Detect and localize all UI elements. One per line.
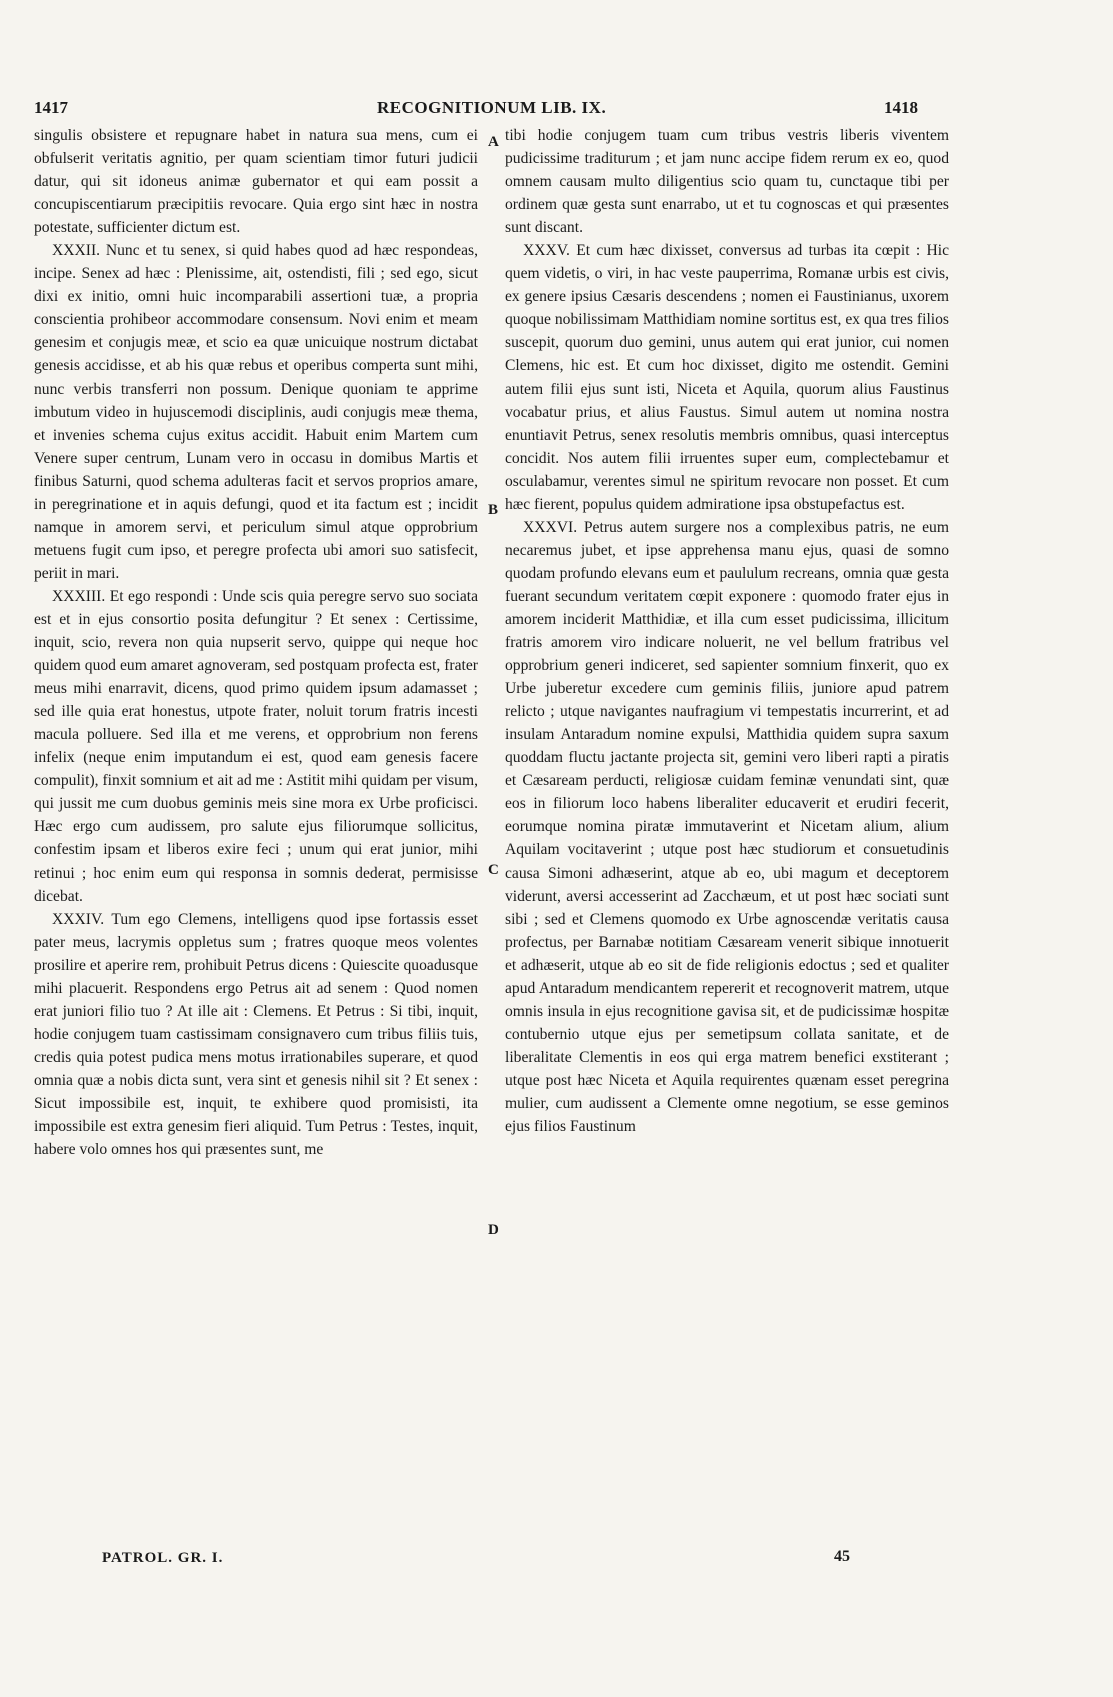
margin-letter-b: B <box>488 502 499 518</box>
margin-letter-c: C <box>488 862 499 878</box>
right-column <box>505 124 949 1138</box>
paragraph: XXXIII. Et ego respondi : Unde scis quia peregre servo suo sociata est et in ejus consortio posita defungitur ? Et senex : Certissime, inquit, scio, revera non quia nupserit servo, quippe qui neque hoc quidem quod eum amaret agnoveram, sed postquam profecta est, frater meus mihi enarravit, dicens, quod primo quidem ipsum adamasset ; sed ille quia erat honestus, utpote frater, noluit torum fratris incesti macula polluere. Sed illa et me verens, et opprobrium non ferens infelix (neque enim imputandum ei est, quod eam genesis facere compulit), finxit somnium et ait ad me : Astitit mihi quidam per visum, qui jussit me cum duobus geminis meis sine mora ex Urbe proficisci. Hæc ergo cum audissem, pro salute ejus filiorumque sollicitus, confestim ipsam et liberos exire feci ; unum qui erat junior, mihi retinui ; hoc enim eum qui responsa in somnis dederat, permisisse dicebat. <box>34 587 478 905</box>
running-title: RECOGNITIONUM LIB. IX. <box>377 98 607 117</box>
paragraph: XXXV. Et cum hæc dixisset, conversus ad turbas ita cœpit : Hic quem videtis, o viri, in hac veste pauperrima, Romanæ urbis est civis, ex genere ipsius Cæsaris descendens ; nomen ei Faustinianus, uxorem quoque nobilissimam Matthidiam nomine sortitus est, ex qua tres filios suscepit, quorum duo gemini, unus autem qui erat junior, cui nomen Clemens, hic est. Et cum hoc dixisset, digito me ostendit. Gemini autem filii ejus sunt isti, Niceta et Aquila, quorum alius Faustinus vocabatur prius, et alius Faustus. Simul autem ut nomina nostra enuntiavit Petrus, senex resolutis membris omnibus, quasi interceptus concidit. Nos autem filii irruentes super eum, complectebamur et osculabamur, verentes simul ne spiritum revocare non posset. Et cum hæc fierent, populus quidem admiratione ipsa obstupefactus est. <box>505 242 949 513</box>
page-number-left: 1417 <box>34 98 68 117</box>
left-column <box>34 124 478 1161</box>
signature-number: 45 <box>834 1548 850 1565</box>
paragraph: XXXIV. Tum ego Clemens, intelligens quod ipse fortassis esset pater meus, lacrymis oppletus sum ; fratres quoque meos volentes prosilire et aperire rem, prohibuit Petrus dicens : Quiescite quoadusque mihi placuerit. Respondens ergo Petrus ait ad senem : Quod nomen erat juniori filio tuo ? At ille ait : Clemens. Et Petrus : Si tibi, inquit, hodie conjugem tuam castissimam consignavero cum tribus filiis tuis, credis quia potest pudica mens motus irrationabiles superare, et quod omnia quæ a nobis dicta sunt, vera sint et genesis nihil sit ? Et senex : Sicut impossibile est, inquit, te exhibere quod promisisti, ita impossibile est extra genesim fieri aliquid. Tum Petrus : Testes, inquit, habere volo omnes hos qui præsentes sunt, me <box>34 910 478 1159</box>
margin-letter-d: D <box>488 1222 499 1238</box>
margin-letter-a: A <box>488 134 499 150</box>
paragraph: singulis obsistere et repugnare habet in natura sua mens, cum ei obfulserit veritatis agnitio, per quam scientiam timor futuri judicii datur, qui sit idoneus animæ gubernator et qui eam possit a concupiscentiarum præcipitiis revocare. Quia ergo sint hæc in nostra potestate, sufficienter dictum est. <box>34 127 478 237</box>
page-number-right: 1418 <box>884 98 918 117</box>
paragraph: XXXII. Nunc et tu senex, si quid habes quod ad hæc respondeas, incipe. Senex ad hæc : Plenissime, ait, ostendisti, fili ; sed ego, sicut dixi ex initio, omni huic incomparabili assertioni tuæ, a propria conscientia prohibeor accommodare consensum. Novi enim et meam genesim et conjugis meæ, et scio ea quæ unicuique nostrum dictabat genesis accidisse, et ab his quæ rebus et operibus comperta sunt mihi, nunc verbis transferri non possum. Denique quoniam te apprime imbutum video in hujuscemodi disciplinis, audi conjugis meæ thema, et invenies schema cujus exitus accidit. Habuit enim Martem cum Venere super centrum, Lunam vero in occasu in domibus Martis et finibus Saturni, quod schema adulteras facit et servos proprios amare, in peregrinatione et in aquis defungi, quod et ita factum est ; incidit namque in amorem servi, et periculum simul atque opprobrium metuens fugit cum ipso, et peregre profecta ubi amori suo satisfecit, periit in mari. <box>34 242 478 582</box>
printer-signature: PATROL. GR. I. <box>102 1550 224 1566</box>
running-header <box>34 98 934 126</box>
paragraph: XXXVI. Petrus autem surgere nos a complexibus patris, ne eum necaremus jubet, et ipse apprehensa manu ejus, quasi de somno quodam profundo elevans eum et paululum recreans, omnia quæ gesta fuerant secundum veritatem cœpit exponere : quomodo frater ejus in amorem inciderit Matthidiæ, et illa cum esset pudicissima, illicitum fratris amorem viro indicare noluerit, ne vel bellum fratribus vel opprobrium generi indiceret, sed sapienter somnium finxerit, quo ex Urbe juberetur excedere cum geminis filiis, juniore apud patrem relicto ; utque navigantes naufragium vi tempestatis incurrerint, et ad insulam Antaradum nomine expulsi, Matthidia quidem supra saxum quoddam fluctu jactante projecta sit, gemini vero liberi rapti a piratis et Cæsaream perducti, religiosæ cuidam feminæ venundati sint, quæ eos in filiorum loco habens liberaliter educaverit et erudiri fecerit, eorumque nomina piratæ immutaverint et Nicetam alium, alium Aquilam vocitaverint ; utque post hæc studiorum et consuetudinis causa Simoni adhæserint, atque ab eo, ubi magum et deceptorem viderunt, aversi accesserint ad Zacchæum, et ut post hæc sociati sunt sibi ; sed et Clemens quomodo ex Urbe agnoscendæ veritatis causa profectus, per Barnabæ notitiam Cæsaream venerit sibique innotuerit et adhæserit, utque ab eo sit de fide religionis edoctus ; sed et qualiter apud Antaradum mendicantem repererit et recognoverit matrem, utque omnis insula in ejus recognitione gavisa sit, et de pudicissimæ hospitæ contubernio utque ejus per semetipsum collata sanitate, et de liberalitate Clementis in eos qui erga matrem benefici exstiterant ; utque post hæc Niceta et Aquila requirentes quænam esset peregrina mulier, cum audissent a Clemente omne negotium, se esse geminos ejus filios Faustinum <box>505 518 949 1136</box>
paragraph: tibi hodie conjugem tuam cum tribus vestris liberis viventem pudicissime traditurum ; et jam nunc accipe fidem rerum ex eo, quod omnem causam multo diligentius scio quam tu, cunctaque tibi per ordinem quæ gesta sunt enarrabo, ut et tu cognoscas et qui præsentes sunt discant. <box>505 127 949 237</box>
